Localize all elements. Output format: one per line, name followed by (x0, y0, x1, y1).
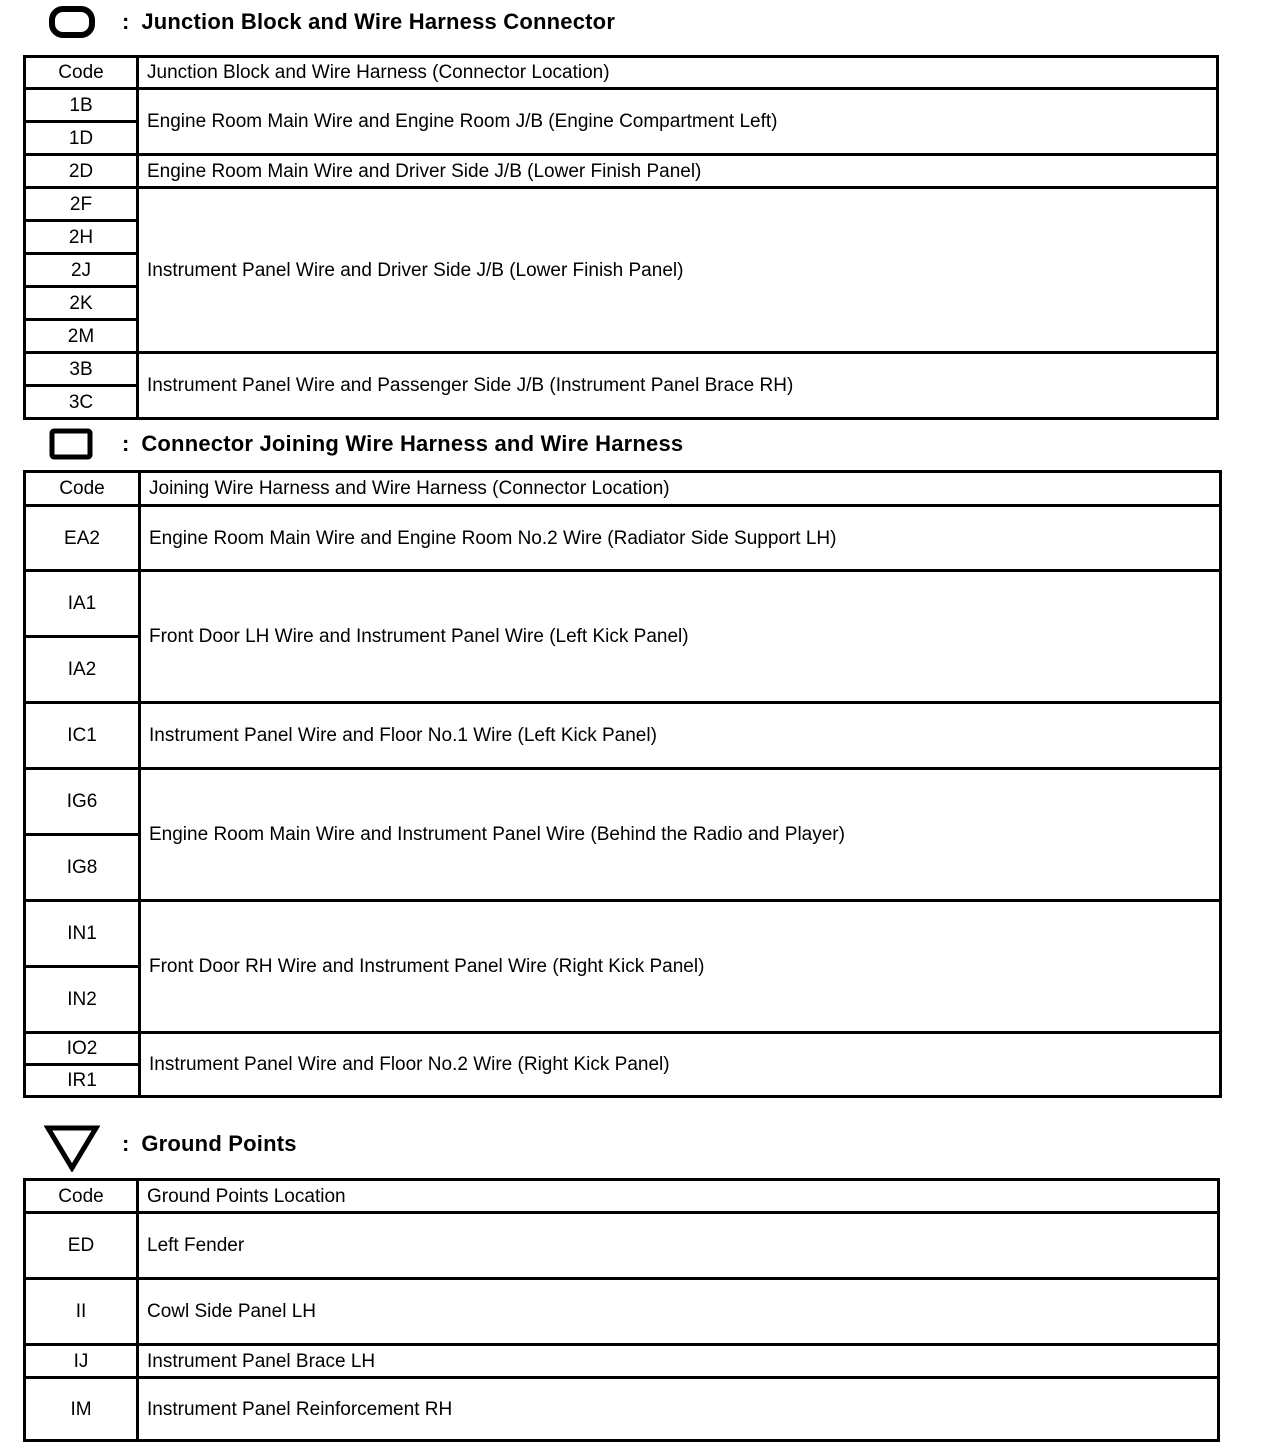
location-cell: Front Door LH Wire and Instrument Panel Wire (Left Kick Panel) (140, 571, 1221, 703)
code-cell: 1B (25, 89, 138, 122)
location-header: Ground Points Location (138, 1180, 1219, 1213)
table-row (25, 901, 1221, 967)
location-cell: Instrument Panel Reinforcement RH (138, 1378, 1219, 1441)
code-cell: IG8 (25, 835, 140, 901)
code-cell: 1D (25, 122, 138, 155)
code-cell: IC1 (25, 703, 140, 769)
junction-block-table (23, 55, 1219, 420)
code-cell: 3B (25, 353, 138, 386)
table-row (25, 769, 1221, 835)
table-header-row (25, 1180, 1219, 1213)
section-3-title: Ground Points (141, 1131, 297, 1156)
code-cell: IN2 (25, 967, 140, 1033)
section-1-title: Junction Block and Wire Harness Connector (141, 9, 616, 34)
down-triangle-icon (44, 1124, 100, 1164)
section-1-heading (44, 2, 615, 42)
table-row (25, 1033, 1221, 1065)
section-1-colon: : (122, 9, 130, 34)
section-3-colon: : (122, 1131, 130, 1156)
joining-connector-table (23, 470, 1222, 1098)
code-cell: 3C (25, 386, 138, 419)
code-cell: II (25, 1279, 138, 1345)
rectangle-icon (44, 424, 100, 464)
table-row (25, 155, 1218, 188)
location-cell: Instrument Panel Wire and Floor No.1 Wire (Left Kick Panel) (140, 703, 1221, 769)
code-cell: IO2 (25, 1033, 140, 1065)
section-2-heading (44, 424, 683, 464)
location-cell: Left Fender (138, 1213, 1219, 1279)
code-cell: IG6 (25, 769, 140, 835)
table-header-row (25, 57, 1218, 89)
code-header: Code (25, 472, 140, 506)
table-row (25, 703, 1221, 769)
section-2-title: Connector Joining Wire Harness and Wire Harness (141, 431, 684, 456)
table-row (25, 1378, 1219, 1441)
code-header: Code (25, 1180, 138, 1213)
code-cell: 2F (25, 188, 138, 221)
location-cell: Engine Room Main Wire and Driver Side J/B (Lower Finish Panel) (138, 155, 1218, 188)
table-row (25, 1213, 1219, 1279)
code-cell: 2J (25, 254, 138, 287)
table-row (25, 571, 1221, 637)
code-cell: IR1 (25, 1065, 140, 1097)
code-cell: IM (25, 1378, 138, 1441)
location-cell: Cowl Side Panel LH (138, 1279, 1219, 1345)
table-row (25, 89, 1218, 122)
table-row (25, 1279, 1219, 1345)
location-cell: Instrument Panel Wire and Passenger Side J/B (Instrument Panel Brace RH) (138, 353, 1218, 419)
code-header: Code (25, 57, 138, 89)
section-2-colon: : (122, 431, 130, 456)
location-cell: Front Door RH Wire and Instrument Panel Wire (Right Kick Panel) (140, 901, 1221, 1033)
code-cell: ED (25, 1213, 138, 1279)
table-row (25, 506, 1221, 571)
location-cell: Instrument Panel Wire and Floor No.2 Wire (Right Kick Panel) (140, 1033, 1221, 1097)
location-cell: Instrument Panel Wire and Driver Side J/B (Lower Finish Panel) (138, 188, 1218, 353)
table-row (25, 353, 1218, 386)
code-cell: 2M (25, 320, 138, 353)
table-row (25, 188, 1218, 221)
location-header: Joining Wire Harness and Wire Harness (Connector Location) (140, 472, 1221, 506)
location-cell: Engine Room Main Wire and Engine Room J/B (Engine Compartment Left) (138, 89, 1218, 155)
location-cell: Engine Room Main Wire and Engine Room No.2 Wire (Radiator Side Support LH) (140, 506, 1221, 571)
code-cell: 2D (25, 155, 138, 188)
code-cell: 2K (25, 287, 138, 320)
code-cell: EA2 (25, 506, 140, 571)
code-cell: 2H (25, 221, 138, 254)
section-3-heading (44, 1124, 297, 1164)
rounded-square-icon (44, 2, 100, 42)
table-header-row (25, 472, 1221, 506)
location-header: Junction Block and Wire Harness (Connector Location) (138, 57, 1218, 89)
table-row (25, 1345, 1219, 1378)
code-cell: IA1 (25, 571, 140, 637)
ground-points-table (23, 1178, 1220, 1442)
code-cell: IN1 (25, 901, 140, 967)
location-cell: Engine Room Main Wire and Instrument Panel Wire (Behind the Radio and Player) (140, 769, 1221, 901)
code-cell: IJ (25, 1345, 138, 1378)
location-cell: Instrument Panel Brace LH (138, 1345, 1219, 1378)
code-cell: IA2 (25, 637, 140, 703)
